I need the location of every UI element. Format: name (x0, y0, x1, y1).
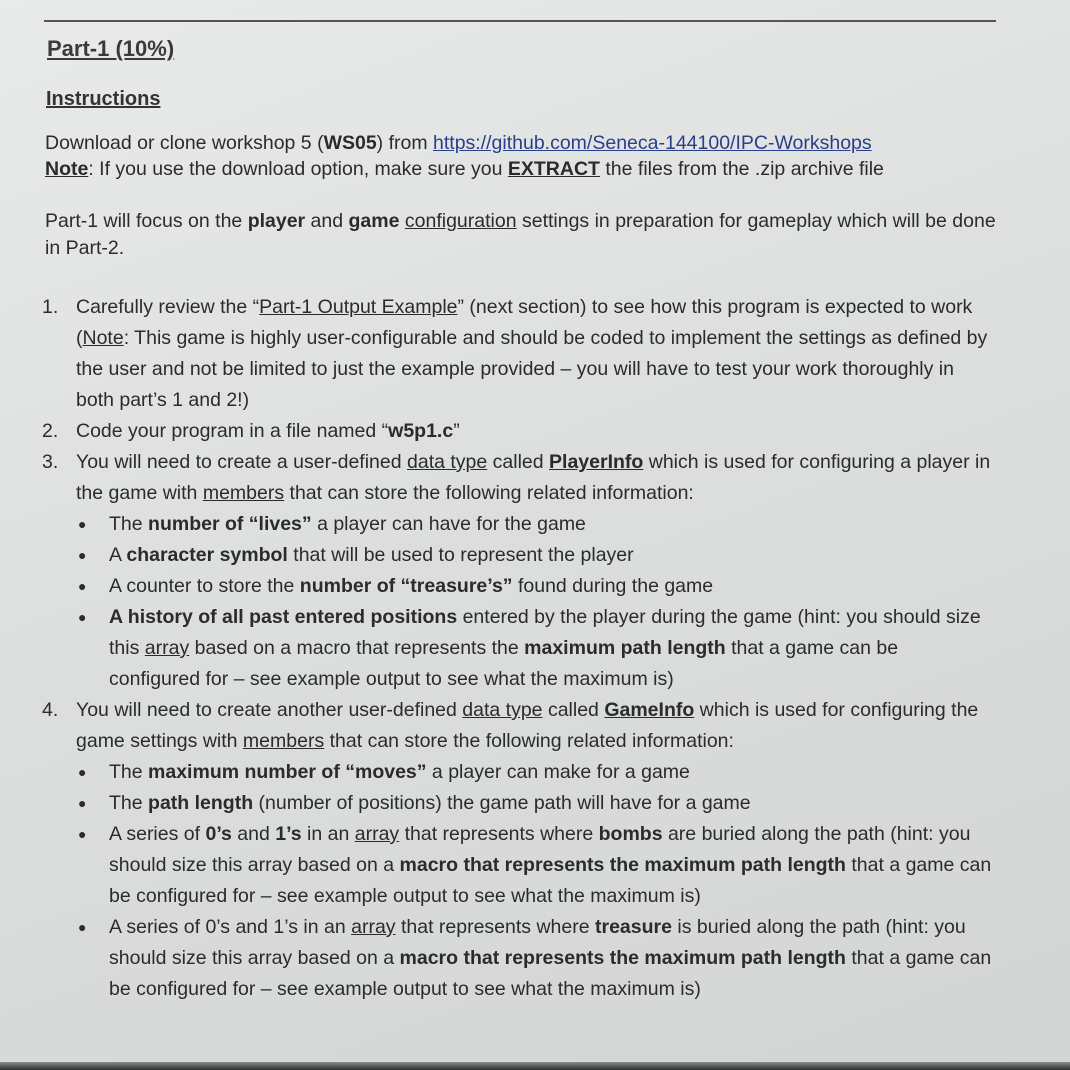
step-1: 1. Carefully review the “Part-1 Output Example” (next section) to see how this program is expected to work (Note: This game is highly user-configurable and should be coded to implement the settings as defined by the user and not be limited to just the example provided – you will have to test your work thoroughly in both part’s 1 and 2!) (42, 296, 988, 411)
list-item: ● The maximum number of “moves” a player can make for a game (76, 757, 992, 788)
download-paragraph: Download or clone workshop 5 (WS05) from https://github.com/Seneca-144100/IPC-Workshops Note: If you use the download option, make sure you EXTRACT the files from the .zip archive file (45, 132, 884, 180)
focus-paragraph: Part-1 will focus on the player and game configuration settings in preparation for gameplay which will be done in Part-2. (45, 210, 996, 259)
bullet-icon: ● (78, 919, 87, 935)
bullet-icon: ● (78, 578, 87, 594)
note-label: Note (45, 158, 89, 180)
bullet-icon: ● (78, 547, 87, 563)
step-2: 2. Code your program in a file named “w5p1.c” (42, 420, 460, 442)
github-link[interactable]: https://github.com/Seneca-144100/IPC-Workshops (433, 132, 872, 154)
playerinfo-type: PlayerInfo (549, 451, 644, 473)
page-title: Part-1 (10%) (47, 36, 175, 61)
bullet-icon: ● (78, 609, 87, 625)
list-item: ● A character symbol that will be used to represent the player (76, 540, 992, 571)
list-item: ● A counter to store the number of “treasure’s” found during the game (76, 571, 992, 602)
gameinfo-members (76, 757, 992, 1005)
top-rule (44, 20, 996, 22)
list-item: ● A series of 0’s and 1’s in an array that represents where treasure is buried along the path (hint: you should size this array based on a macro that represents the maximum path length that a game can be configured for – see example output to see what the maximum is) (76, 912, 992, 1005)
bullet-icon: ● (78, 764, 87, 780)
workshop-code: WS05 (323, 132, 377, 154)
bullet-icon: ● (78, 826, 87, 842)
list-item: ● A series of 0’s and 1’s in an array that represents where bombs are buried along the path (hint: you should size this array based on a macro that represents the maximum path length that a game can be configured for – see example output to see what the maximum is) (76, 819, 992, 912)
list-item: ● The path length (number of positions) the game path will have for a game (76, 788, 992, 819)
gameinfo-type: GameInfo (604, 699, 695, 721)
instructions-heading: Instructions (46, 88, 161, 110)
step-4: 4. You will need to create another user-defined data type called GameInfo which is used for configuring the game settings with members that can store the following related information: ● The maximum number of “moves” a player can make for a game ● The path length (number of positions) the game path will have for a game ● A series of 0’s and 1’s in an array that represents where bombs are buried along the path (hint: you should size this array based on a macro that represents the maximum path length that a game can be configured for – see example output to see what the maximum is) ● A series of 0’s and 1’s in an array that represents where treasure is buried along the path (hint: you should size this array based on a macro that represents the maximum path length that a game can be configured for – see example output to see what the maximum is) (42, 695, 992, 1005)
list-item: ● A history of all past entered positions entered by the player during the game (hint: you should size this array based on a macro that represents the maximum path length that a game can be configured for – see example output to see what the maximum is) (76, 602, 992, 695)
filename: w5p1.c (388, 420, 454, 442)
instruction-steps (42, 292, 992, 1005)
extract-emphasis: EXTRACT (507, 158, 600, 180)
monitor-bezel-edge (0, 1062, 1070, 1070)
bullet-icon: ● (78, 516, 87, 532)
bullet-icon: ● (78, 795, 87, 811)
list-item: ● The number of “lives” a player can have for the game (76, 509, 992, 540)
step-3: 3. You will need to create a user-defined data type called PlayerInfo which is used for configuring a player in the game with members that can store the following related information: ● The number of “lives” a player can have for the game ● A character symbol that will be used to represent the player ● A counter to store the number of “treasure’s” found during the game ● A history of all past entered positions entered by the player during the game (hint: you should size this array based on a macro that represents the maximum path length that a game can be configured for – see example output to see what the maximum is) (42, 447, 992, 695)
playerinfo-members (76, 509, 992, 695)
